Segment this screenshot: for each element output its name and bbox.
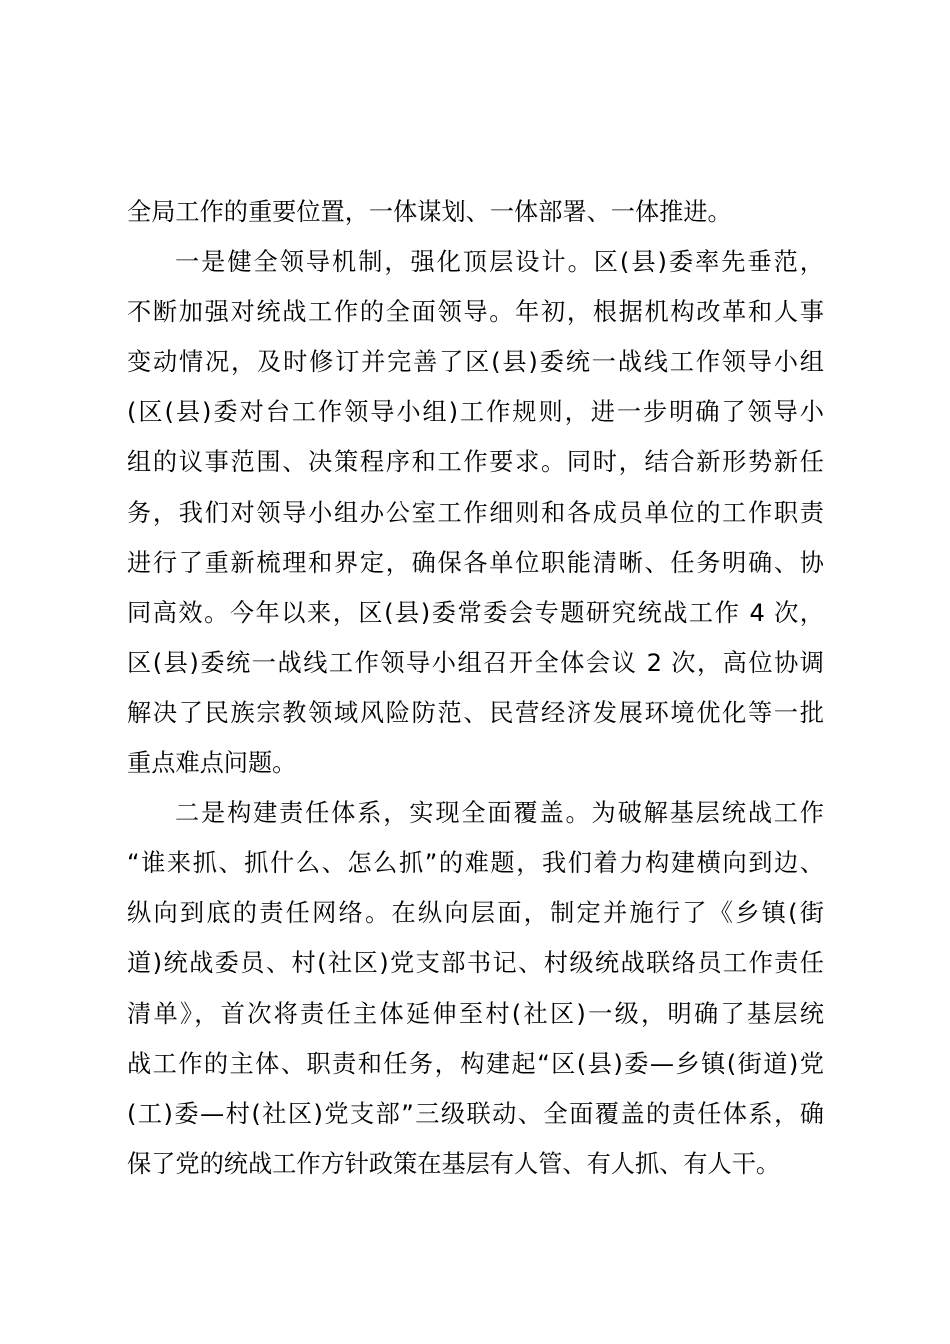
text-line: 战工作的主体、职责和任务，构建起“区(县)委—乡镇(街道)党 xyxy=(127,1049,824,1078)
text-line: 全局工作的重要位置，一体谋划、一体部署、一体推进。 xyxy=(127,198,732,226)
paragraph-leadership-mechanism xyxy=(127,237,824,788)
text-line: 区(县)委统一战线工作领导小组召开全体会议 2 次，高位协调 xyxy=(127,648,824,677)
text-line: 组的议事范围、决策程序和工作要求。同时，结合新形势新任 xyxy=(127,448,824,477)
text-line: 清单》，首次将责任主体延伸至村(社区)一级，明确了基层统 xyxy=(127,999,824,1028)
text-line: 保了党的统战工作方针政策在基层有人管、有人抓、有人干。 xyxy=(127,1149,781,1178)
text-line: 重点难点问题。 xyxy=(127,749,297,778)
text-line: 进行了重新梳理和界定，确保各单位职能清晰、任务明确、协 xyxy=(127,548,824,577)
text-line: (区(县)委对台工作领导小组)工作规则，进一步明确了领导小 xyxy=(127,398,824,427)
paragraph-responsibility-system xyxy=(127,788,824,1189)
paragraph-continuation xyxy=(127,187,824,237)
text-line: 一是健全领导机制，强化顶层设计。区(县)委率先垂范， xyxy=(175,248,824,277)
text-line: 道)统战委员、村(社区)党支部书记、村级统战联络员工作责任 xyxy=(127,949,824,978)
text-line: 同高效。今年以来，区(县)委常委会专题研究统战工作 4 次， xyxy=(127,598,824,627)
text-line: 不断加强对统战工作的全面领导。年初，根据机构改革和人事 xyxy=(127,298,824,327)
text-line: 二是构建责任体系，实现全面覆盖。为破解基层统战工作 xyxy=(175,799,824,828)
text-line: 变动情况，及时修订并完善了区(县)委统一战线工作领导小组 xyxy=(127,348,824,377)
text-line: 解决了民族宗教领域风险防范、民营经济发展环境优化等一批 xyxy=(127,698,824,727)
text-line: 纵向到底的责任网络。在纵向层面，制定并施行了《乡镇(街 xyxy=(127,899,824,928)
text-line: “谁来抓、抓什么、怎么抓”的难题，我们着力构建横向到边、 xyxy=(127,849,824,878)
document-page xyxy=(127,187,824,1189)
text-line: (工)委—村(社区)党支部”三级联动、全面覆盖的责任体系，确 xyxy=(127,1099,824,1128)
text-line: 务，我们对领导小组办公室工作细则和各成员单位的工作职责 xyxy=(127,498,824,527)
